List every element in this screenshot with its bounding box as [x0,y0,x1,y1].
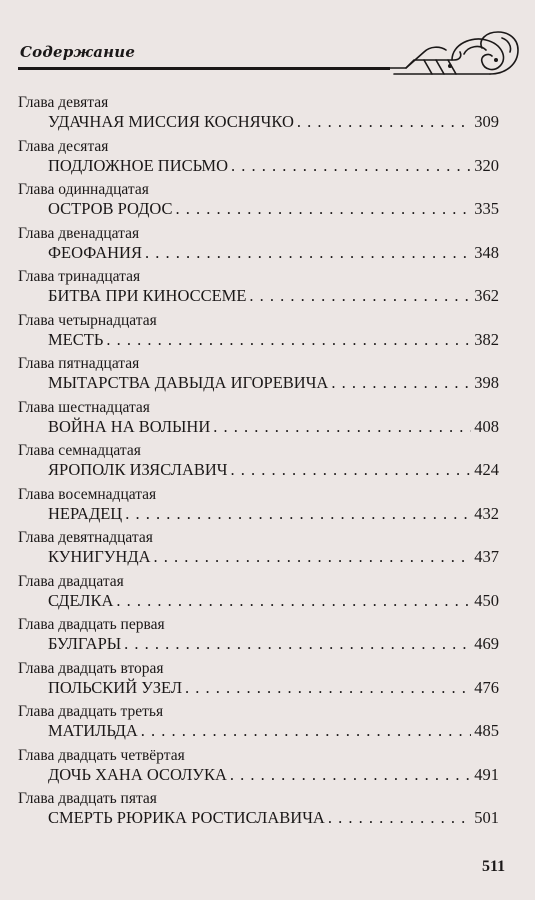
dot-leader [230,765,471,785]
chapter-title: НЕРАДЕЦ [48,503,123,523]
chapter-title: МЕСТЬ [48,329,104,349]
dot-leader [175,199,471,219]
chapter-title: ФЕОФАНИЯ [48,242,142,262]
toc-entry [0,747,535,791]
page-number: 320 [474,155,499,175]
folio-page-number: 511 [482,858,506,875]
toc-entry [0,225,535,269]
toc-entry [0,616,535,660]
toc-entry [0,355,535,399]
toc-title-row [48,765,499,785]
page-number: 501 [474,808,499,827]
chapter-label: Глава одиннадцатая [18,181,149,198]
toc-entry [0,442,535,486]
toc-title-row [48,243,499,263]
dot-leader [106,330,471,350]
toc-entry [0,790,535,834]
page-number: 309 [474,112,499,131]
page-number: 408 [474,416,499,436]
chapter-title: КУНИГУНДА [48,547,151,566]
toc-entry [0,660,535,704]
toc-title-row [48,373,499,393]
dot-leader [331,373,471,393]
toc-title-row [48,156,499,176]
chapter-label: Глава пятнадцатая [18,355,140,372]
toc-title-row [48,547,499,567]
page-number: 476 [474,677,499,697]
chapter-label: Глава восемнадцатая [18,485,157,503]
toc-entry [0,268,535,312]
chapter-title: БУЛГАРЫ [48,634,122,653]
chapter-label: Глава девятая [18,94,109,111]
toc-title-row [48,460,499,480]
chapter-label: Глава двадцатая [18,572,124,590]
dot-leader [124,634,471,654]
page-number: 398 [474,373,499,392]
toc-entry [0,399,535,443]
dot-leader [213,417,471,437]
chapter-title: БИТВА ПРИ КИНОССЕМЕ [48,286,247,305]
toc-title-row [48,591,499,611]
toc-entry [0,94,535,138]
toc-title-row [48,678,499,698]
chapter-title: СДЕЛКА [48,590,114,610]
toc-entry [0,486,535,530]
chapter-label: Глава двадцать четвёртая [18,746,185,764]
decorative-scroll-ornament-icon [390,30,523,78]
toc-entry [0,138,535,182]
chapter-label: Глава семнадцатая [18,442,141,459]
toc-title-row [48,721,499,741]
page-number: 485 [474,721,499,740]
toc-title-row [48,286,499,306]
dot-leader [297,112,471,132]
dot-leader [125,504,471,524]
page-number: 335 [474,199,499,218]
toc-title-row [48,199,499,219]
chapter-title: ОСТРОВ РОДОС [48,199,173,218]
dot-leader [154,547,472,567]
chapter-title: ВОЙНА НА ВОЛЫНИ [48,416,211,436]
dot-leader [141,721,471,741]
page-number: 348 [474,242,499,262]
page-number: 469 [474,634,499,653]
chapter-title: ПОДЛОЖНОЕ ПИСЬМО [48,155,229,175]
toc-title-row [48,417,499,437]
chapter-label: Глава двадцать вторая [18,659,164,677]
toc-entry [0,573,535,617]
chapter-label: Глава двадцать пятая [18,790,157,807]
running-header [18,30,523,80]
toc-title-row [48,634,499,654]
header-title: Содержание [20,43,136,61]
chapter-label: Глава тринадцатая [18,268,141,285]
chapter-label: Глава девятнадцатая [18,529,153,546]
dot-leader [116,591,471,611]
chapter-title: МЫТАРСТВА ДАВЫДА ИГОРЕВИЧА [48,373,329,392]
dot-leader [231,460,472,480]
chapter-label: Глава двенадцатая [18,224,140,242]
chapter-label: Глава двадцать первая [18,616,165,633]
page-number: 437 [474,547,499,566]
page-number: 382 [474,329,499,349]
chapter-label: Глава четырнадцатая [18,311,157,329]
page-number: 424 [474,460,499,479]
chapter-title: ЯРОПОЛК ИЗЯСЛАВИЧ [48,460,228,479]
toc-title-row [48,330,499,350]
dot-leader [328,808,471,828]
chapter-title: СМЕРТЬ РЮРИКА РОСТИСЛАВИЧА [48,808,325,827]
toc-entry [0,529,535,573]
chapter-title: ДОЧЬ ХАНА ОСОЛУКА [48,764,227,784]
toc-title-row [48,808,499,828]
toc-entry [0,312,535,356]
toc-entry [0,703,535,747]
chapter-label: Глава шестнадцатая [18,398,150,416]
toc-title-row [48,504,499,524]
chapter-label: Глава десятая [18,137,109,155]
dot-leader [231,156,471,176]
page-number: 432 [474,503,499,523]
chapter-title: МАТИЛЬДА [48,721,138,740]
dot-leader [185,678,471,698]
chapter-title: ПОЛЬСКИЙ УЗЕЛ [48,677,183,697]
toc-entry [0,181,535,225]
page-number: 362 [474,286,499,305]
page-number: 491 [474,764,499,784]
dot-leader [145,243,471,263]
table-of-contents [0,94,535,834]
dot-leader [249,286,471,306]
toc-title-row [48,112,499,132]
page-number: 450 [474,590,499,610]
header-rule [18,67,390,70]
chapter-label: Глава двадцать третья [18,703,164,720]
chapter-title: УДАЧНАЯ МИССИЯ КОСНЯЧКО [48,112,294,131]
